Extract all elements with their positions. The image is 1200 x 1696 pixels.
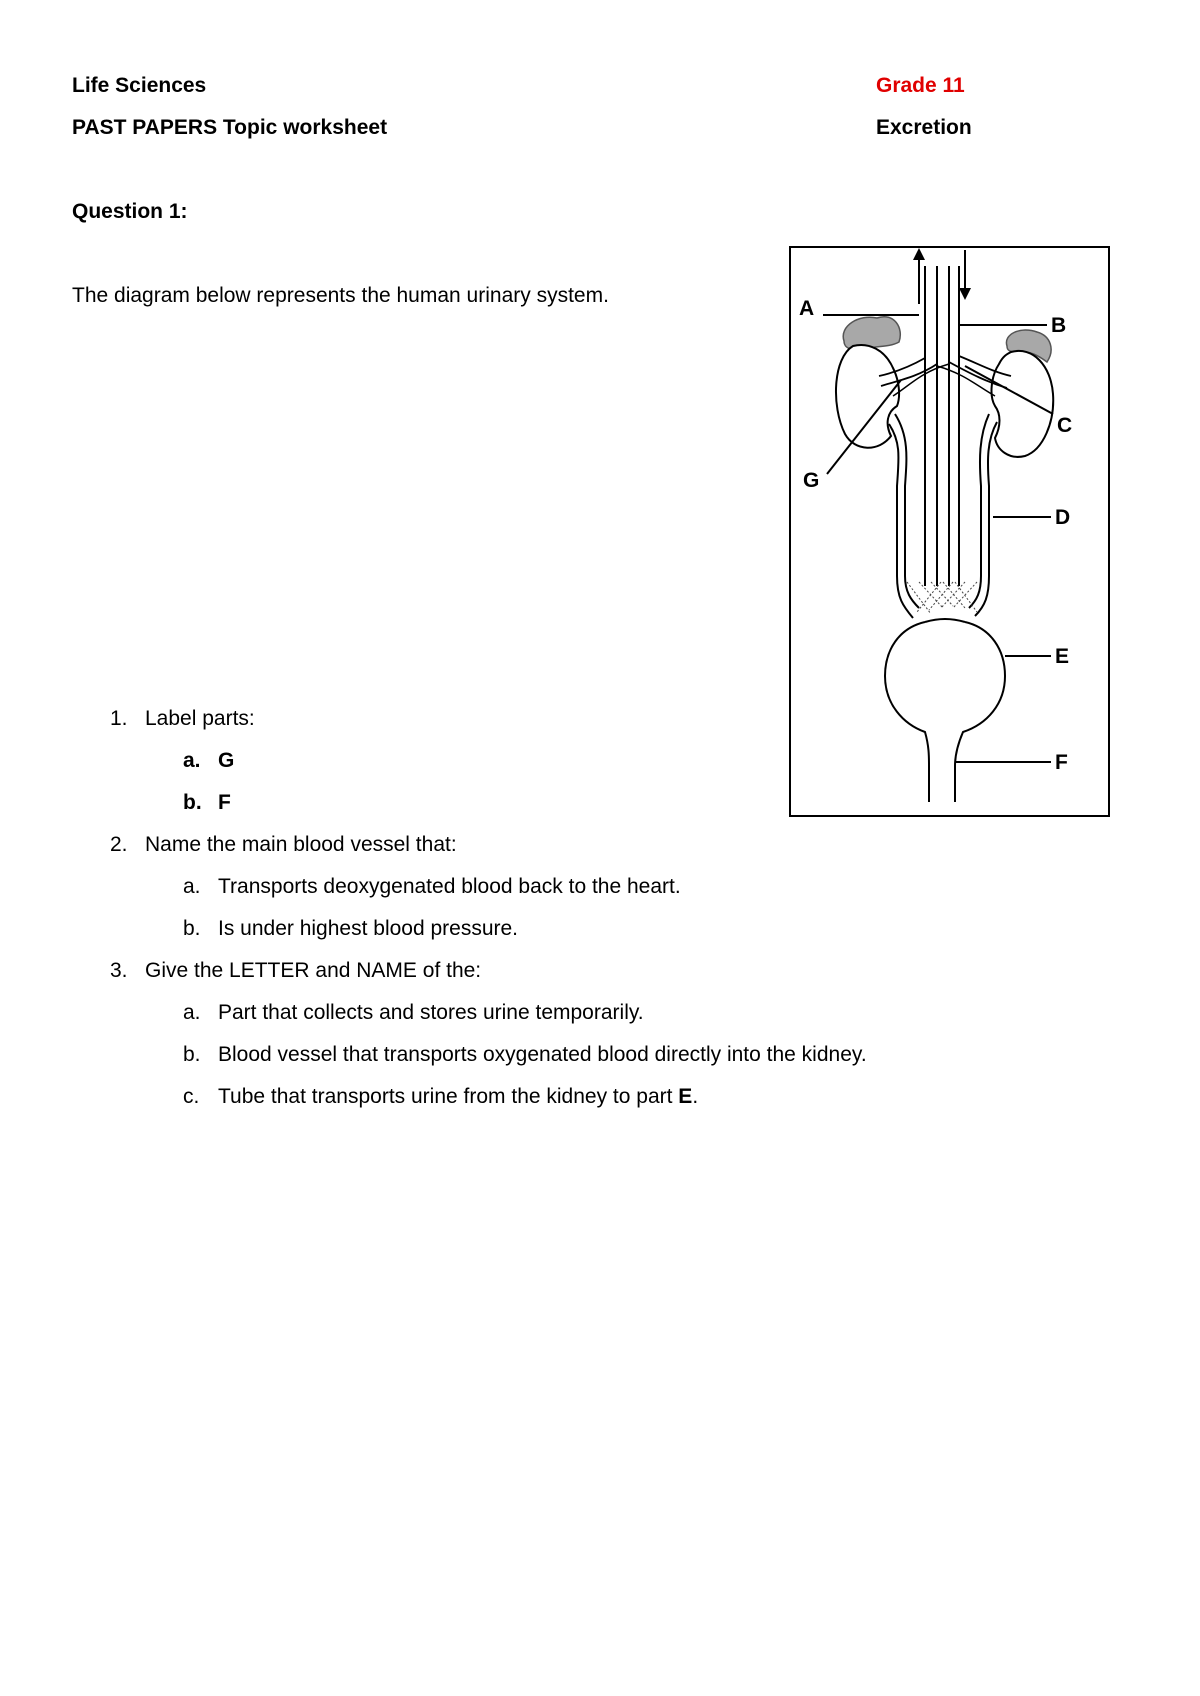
kidney-left <box>836 345 899 448</box>
sub-text: Is under highest blood pressure. <box>218 917 519 940</box>
item-text: Label parts: <box>145 707 255 730</box>
urinary-system-diagram <box>789 246 1110 817</box>
sub-text: Part that collects and stores urine temporarily. <box>218 1001 644 1024</box>
sub-text: F <box>218 791 231 814</box>
label-e: E <box>1055 645 1070 668</box>
item-number: 2. <box>110 833 128 856</box>
label-b: B <box>1051 314 1067 337</box>
sub-letter: b. <box>183 917 201 940</box>
label-a: A <box>799 297 815 320</box>
sub-letter: a. <box>183 1001 201 1024</box>
topic-label: Excretion <box>876 116 972 139</box>
worksheet-title: PAST PAPERS Topic worksheet <box>72 116 388 139</box>
sub-text: Tube that transports urine from the kidney to part <box>218 1085 679 1108</box>
item-text: Give the LETTER and NAME of the: <box>145 959 482 982</box>
item-number: 3. <box>110 959 128 982</box>
sub-text: Blood vessel that transports oxygenated blood directly into the kidney. <box>218 1043 867 1066</box>
sub-letter: a. <box>183 875 201 898</box>
label-c: C <box>1057 414 1073 437</box>
grade-label: Grade 11 <box>876 74 965 97</box>
sub-text-tail: . <box>692 1085 699 1108</box>
sub-letter: b. <box>183 791 202 814</box>
sub-letter: c. <box>183 1085 200 1108</box>
label-f: F <box>1055 751 1068 774</box>
adrenal-gland-left <box>843 317 900 350</box>
label-d: D <box>1055 506 1071 529</box>
item-number: 1. <box>110 707 128 730</box>
part-e-ref: E <box>678 1085 693 1108</box>
question-intro: The diagram below represents the human urinary system. <box>72 284 609 307</box>
sub-letter: a. <box>183 749 201 772</box>
sub-text: Transports deoxygenated blood back to the heart. <box>218 875 681 898</box>
subject-title: Life Sciences <box>72 74 207 97</box>
sub-text-with-bold <box>218 1085 698 1109</box>
item-text: Name the main blood vessel that: <box>145 833 457 856</box>
label-g: G <box>803 469 820 492</box>
sub-text: G <box>218 749 235 772</box>
question-title: Question 1: <box>72 200 188 223</box>
sub-letter: b. <box>183 1043 201 1066</box>
